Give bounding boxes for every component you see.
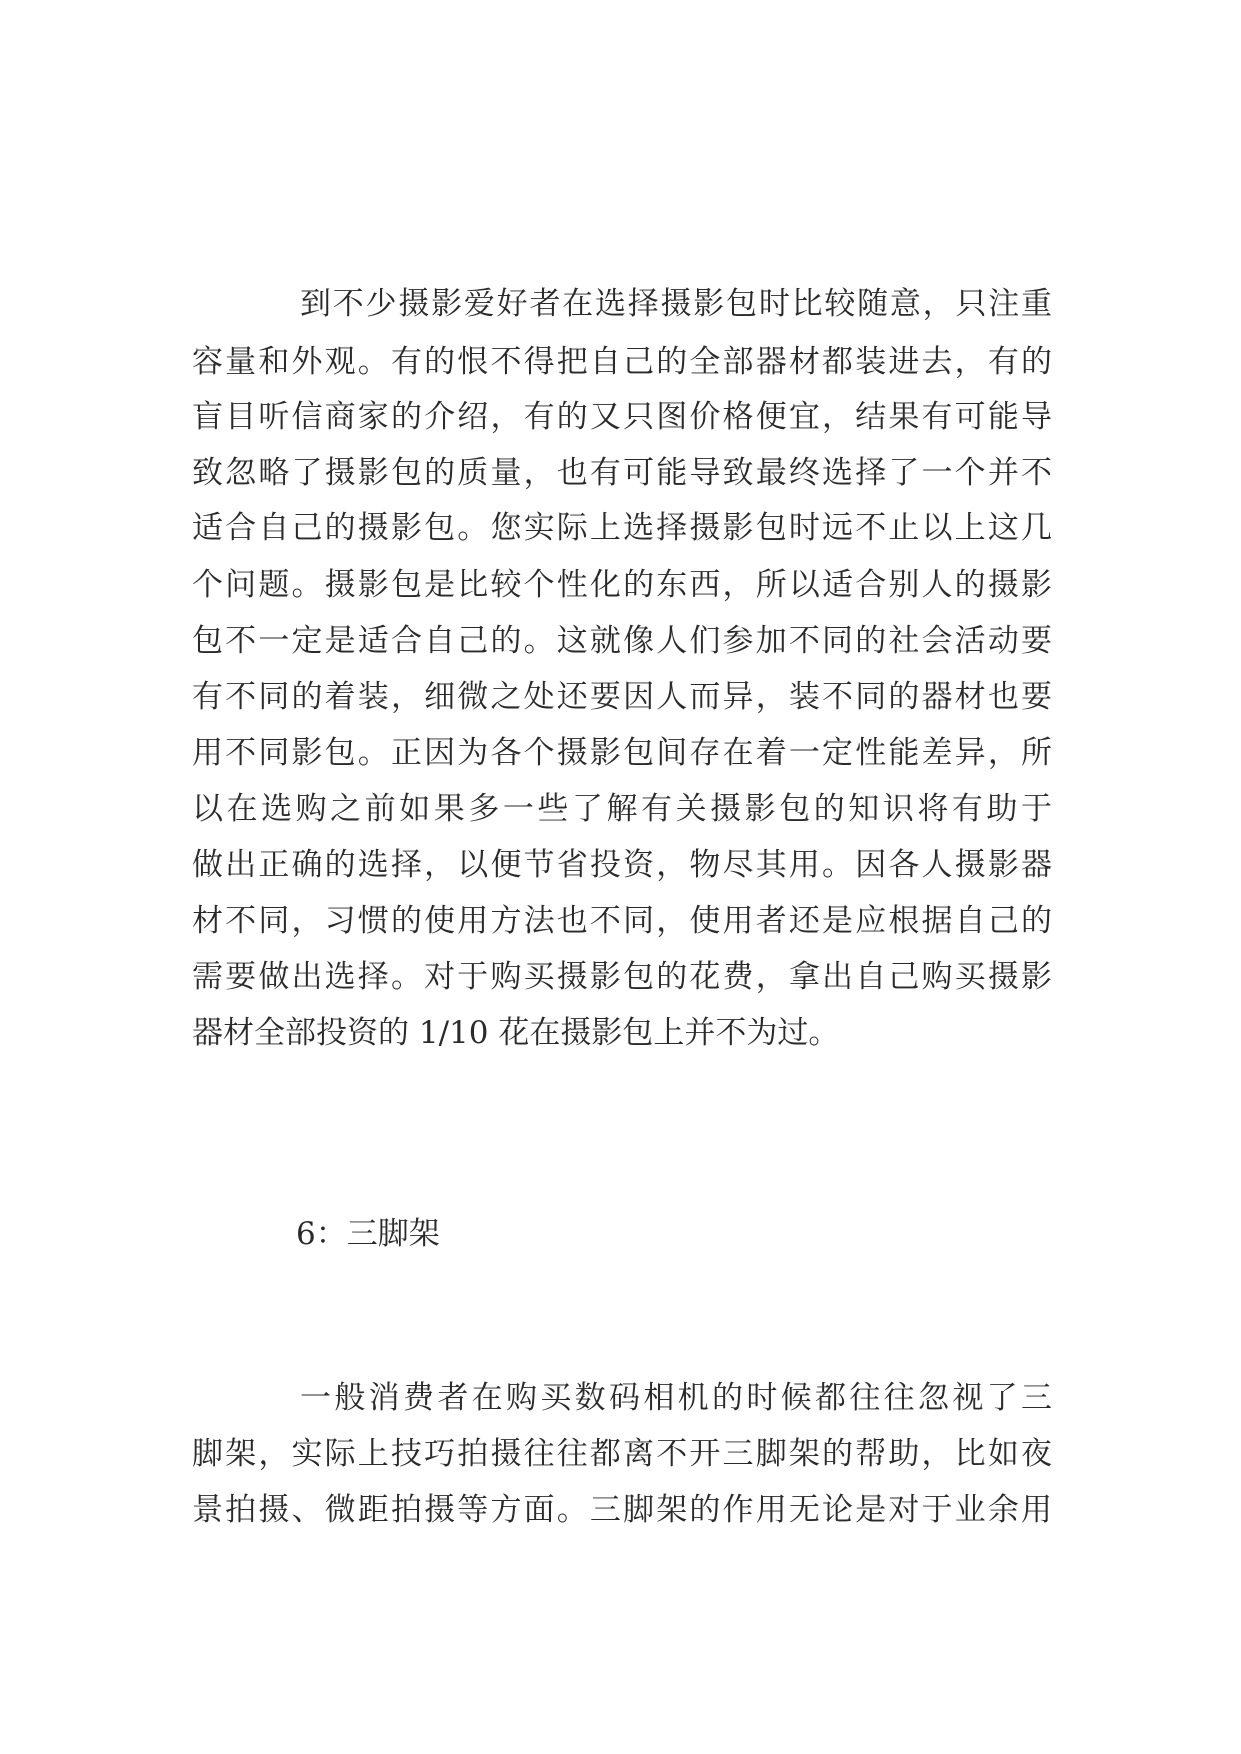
paragraph-line: 致忽略了摄影包的质量，也有可能导致最终选择了一个并不	[192, 455, 1052, 491]
paragraph-line: 脚架，实际上技巧拍摄往往都离不开三脚架的帮助，比如夜	[192, 1436, 1052, 1472]
paragraph-line: 一般消费者在购买数码相机的时候都往往忽视了三	[300, 1380, 1052, 1416]
paragraph-line: 做出正确的选择，以便节省投资，物尽其用。因各人摄影器	[192, 847, 1052, 883]
paragraph-line: 容量和外观。有的恨不得把自己的全部器材都装进去，有的	[192, 344, 1052, 380]
section-heading-tripod: 6：三脚架	[296, 1216, 440, 1252]
paragraph-line: 景拍摄、微距拍摄等方面。三脚架的作用无论是对于业余用	[192, 1492, 1052, 1528]
paragraph-line: 个问题。摄影包是比较个性化的东西，所以适合别人的摄影	[192, 567, 1052, 603]
paragraph-line: 以在选购之前如果多一些了解有关摄影包的知识将有助于	[192, 791, 1052, 827]
paragraph-line: 器材全部投资的 1/10 花在摄影包上并不为过。	[192, 1015, 840, 1051]
paragraph-line: 有不同的着装，细微之处还要因人而异，装不同的器材也要	[192, 679, 1052, 715]
paragraph-line: 用不同影包。正因为各个摄影包间存在着一定性能差异，所	[192, 735, 1052, 771]
paragraph-line: 适合自己的摄影包。您实际上选择摄影包时远不止以上这几	[192, 510, 1052, 546]
paragraph-line: 材不同，习惯的使用方法也不同，使用者还是应根据自己的	[192, 903, 1052, 939]
paragraph-line: 到不少摄影爱好者在选择摄影包时比较随意，只注重	[300, 286, 1052, 322]
paragraph-line: 需要做出选择。对于购买摄影包的花费，拿出自己购买摄影	[192, 959, 1052, 995]
paragraph-line: 包不一定是适合自己的。这就像人们参加不同的社会活动要	[192, 623, 1052, 659]
paragraph-line: 盲目听信商家的介绍，有的又只图价格便宜，结果有可能导	[192, 399, 1052, 435]
